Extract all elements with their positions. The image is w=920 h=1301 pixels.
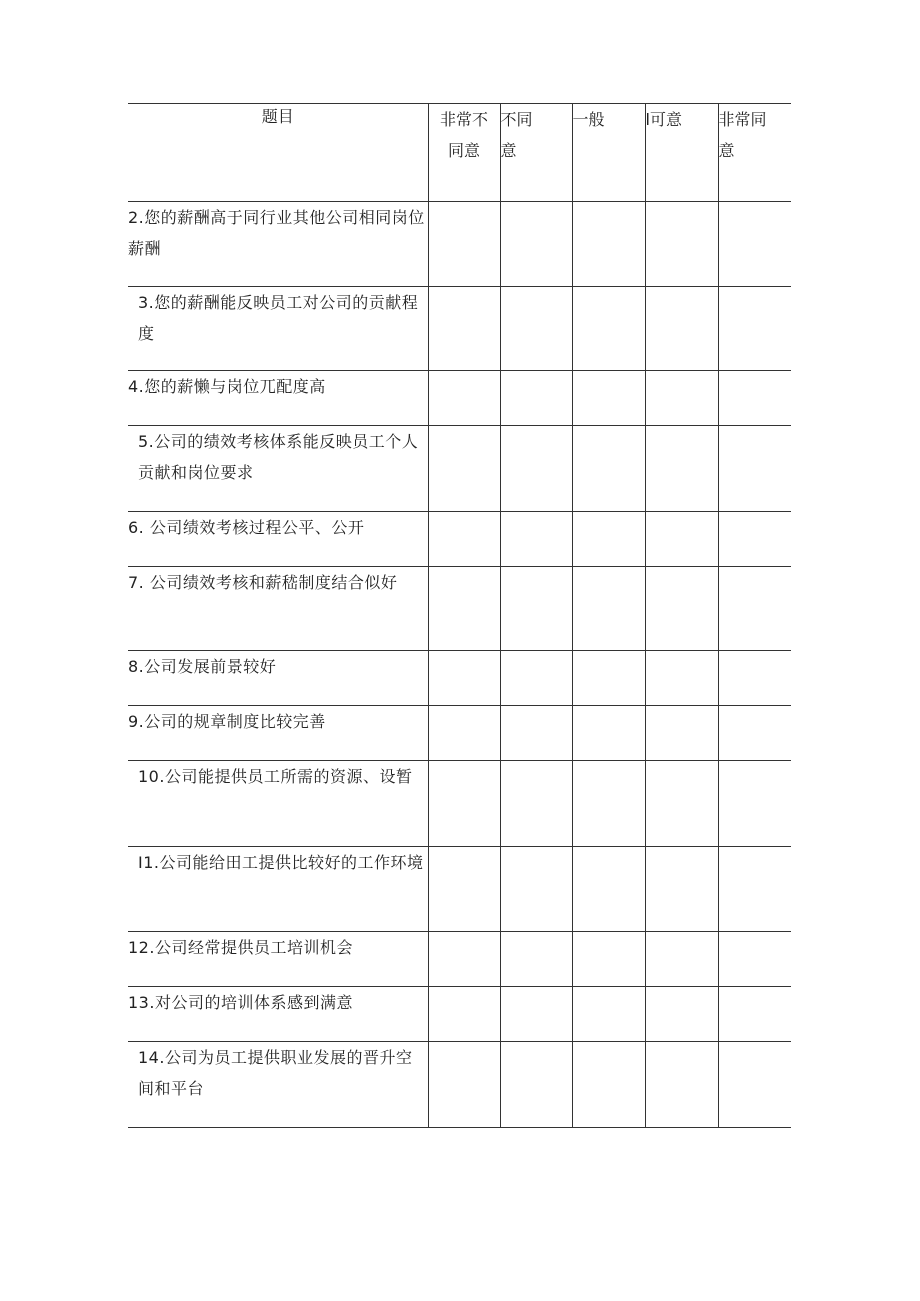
question-text: 13.对公司的培训体系感到满意 xyxy=(128,987,428,1042)
answer-cell-neutral[interactable] xyxy=(572,371,645,426)
question-text: 8.公司发展前景较好 xyxy=(128,651,428,706)
answer-cell-agree[interactable] xyxy=(645,761,718,847)
answer-cell-strongly-agree[interactable] xyxy=(718,1042,791,1128)
answer-cell-disagree[interactable] xyxy=(500,371,572,426)
survey-sheet xyxy=(128,103,791,1128)
option-header-strongly-disagree: 非常不同意 xyxy=(428,104,500,202)
option-header-agree: l可意 xyxy=(645,104,718,202)
answer-cell-disagree[interactable] xyxy=(500,1042,572,1128)
question-text: 9.公司的规章制度比较完善 xyxy=(128,706,428,761)
answer-cell-agree[interactable] xyxy=(645,371,718,426)
question-text: 14.公司为员工提供职业发展的晋升空间和平台 xyxy=(128,1042,428,1128)
question-text: 5.公司的绩效考核体系能反映员工个人贡献和岗位要求 xyxy=(128,426,428,512)
question-row xyxy=(128,426,791,512)
answer-cell-neutral[interactable] xyxy=(572,847,645,932)
answer-cell-strongly-disagree[interactable] xyxy=(428,651,500,706)
answer-cell-disagree[interactable] xyxy=(500,987,572,1042)
answer-cell-agree[interactable] xyxy=(645,287,718,371)
answer-cell-strongly-disagree[interactable] xyxy=(428,512,500,567)
answer-cell-neutral[interactable] xyxy=(572,706,645,761)
answer-cell-strongly-disagree[interactable] xyxy=(428,847,500,932)
answer-cell-neutral[interactable] xyxy=(572,426,645,512)
answer-cell-strongly-disagree[interactable] xyxy=(428,706,500,761)
question-row xyxy=(128,202,791,287)
option-header-neutral: 一般 xyxy=(572,104,645,202)
question-row xyxy=(128,287,791,371)
answer-cell-strongly-agree[interactable] xyxy=(718,932,791,987)
answer-cell-strongly-agree[interactable] xyxy=(718,567,791,651)
answer-cell-disagree[interactable] xyxy=(500,651,572,706)
answer-cell-neutral[interactable] xyxy=(572,761,645,847)
answer-cell-neutral[interactable] xyxy=(572,567,645,651)
answer-cell-neutral[interactable] xyxy=(572,1042,645,1128)
answer-cell-disagree[interactable] xyxy=(500,287,572,371)
answer-cell-strongly-agree[interactable] xyxy=(718,651,791,706)
survey-table xyxy=(128,103,791,1128)
question-text: 2.您的薪酬高于同行业其他公司相同岗位薪酬 xyxy=(128,202,428,287)
answer-cell-agree[interactable] xyxy=(645,426,718,512)
answer-cell-disagree[interactable] xyxy=(500,847,572,932)
answer-cell-agree[interactable] xyxy=(645,932,718,987)
answer-cell-disagree[interactable] xyxy=(500,932,572,987)
answer-cell-agree[interactable] xyxy=(645,847,718,932)
question-text: 7. 公司绩效考核和薪嵇制度结合似好 xyxy=(128,567,428,651)
answer-cell-agree[interactable] xyxy=(645,512,718,567)
header-row xyxy=(128,104,791,202)
answer-cell-disagree[interactable] xyxy=(500,761,572,847)
question-row xyxy=(128,512,791,567)
answer-cell-strongly-agree[interactable] xyxy=(718,426,791,512)
answer-cell-strongly-agree[interactable] xyxy=(718,706,791,761)
question-column-header: 题目 xyxy=(128,104,428,202)
answer-cell-agree[interactable] xyxy=(645,987,718,1042)
answer-cell-agree[interactable] xyxy=(645,202,718,287)
answer-cell-neutral[interactable] xyxy=(572,932,645,987)
answer-cell-disagree[interactable] xyxy=(500,706,572,761)
question-row xyxy=(128,761,791,847)
answer-cell-strongly-disagree[interactable] xyxy=(428,987,500,1042)
answer-cell-strongly-agree[interactable] xyxy=(718,371,791,426)
question-row xyxy=(128,706,791,761)
question-text: 6. 公司绩效考核过程公平、公开 xyxy=(128,512,428,567)
answer-cell-strongly-agree[interactable] xyxy=(718,847,791,932)
answer-cell-neutral[interactable] xyxy=(572,287,645,371)
answer-cell-disagree[interactable] xyxy=(500,512,572,567)
question-row xyxy=(128,567,791,651)
question-row xyxy=(128,932,791,987)
answer-cell-strongly-agree[interactable] xyxy=(718,512,791,567)
answer-cell-strongly-disagree[interactable] xyxy=(428,202,500,287)
answer-cell-disagree[interactable] xyxy=(500,426,572,512)
question-row xyxy=(128,651,791,706)
question-text: I1.公司能给田工提供比较好的工作环境 xyxy=(128,847,428,932)
question-row xyxy=(128,847,791,932)
question-row xyxy=(128,987,791,1042)
answer-cell-strongly-disagree[interactable] xyxy=(428,1042,500,1128)
answer-cell-agree[interactable] xyxy=(645,706,718,761)
answer-cell-strongly-disagree[interactable] xyxy=(428,287,500,371)
answer-cell-strongly-agree[interactable] xyxy=(718,761,791,847)
answer-cell-neutral[interactable] xyxy=(572,651,645,706)
answer-cell-strongly-agree[interactable] xyxy=(718,287,791,371)
option-header-strongly-agree: 非常同意 xyxy=(718,104,791,202)
answer-cell-strongly-disagree[interactable] xyxy=(428,426,500,512)
question-text: 10.公司能提供员工所需的资源、设暂 xyxy=(128,761,428,847)
answer-cell-strongly-disagree[interactable] xyxy=(428,371,500,426)
question-text: 3.您的薪酬能反映员工对公司的贡献程度 xyxy=(128,287,428,371)
answer-cell-agree[interactable] xyxy=(645,1042,718,1128)
answer-cell-strongly-agree[interactable] xyxy=(718,202,791,287)
answer-cell-strongly-disagree[interactable] xyxy=(428,567,500,651)
answer-cell-agree[interactable] xyxy=(645,651,718,706)
answer-cell-neutral[interactable] xyxy=(572,512,645,567)
option-header-disagree: 不同意 xyxy=(500,104,572,202)
question-text: 12.公司经常提供员工培训机会 xyxy=(128,932,428,987)
question-text: 4.您的薪懒与岗位兀配度高 xyxy=(128,371,428,426)
answer-cell-strongly-agree[interactable] xyxy=(718,987,791,1042)
answer-cell-disagree[interactable] xyxy=(500,202,572,287)
answer-cell-strongly-disagree[interactable] xyxy=(428,932,500,987)
question-row xyxy=(128,371,791,426)
answer-cell-agree[interactable] xyxy=(645,567,718,651)
answer-cell-strongly-disagree[interactable] xyxy=(428,761,500,847)
answer-cell-neutral[interactable] xyxy=(572,987,645,1042)
answer-cell-neutral[interactable] xyxy=(572,202,645,287)
answer-cell-disagree[interactable] xyxy=(500,567,572,651)
question-row xyxy=(128,1042,791,1128)
